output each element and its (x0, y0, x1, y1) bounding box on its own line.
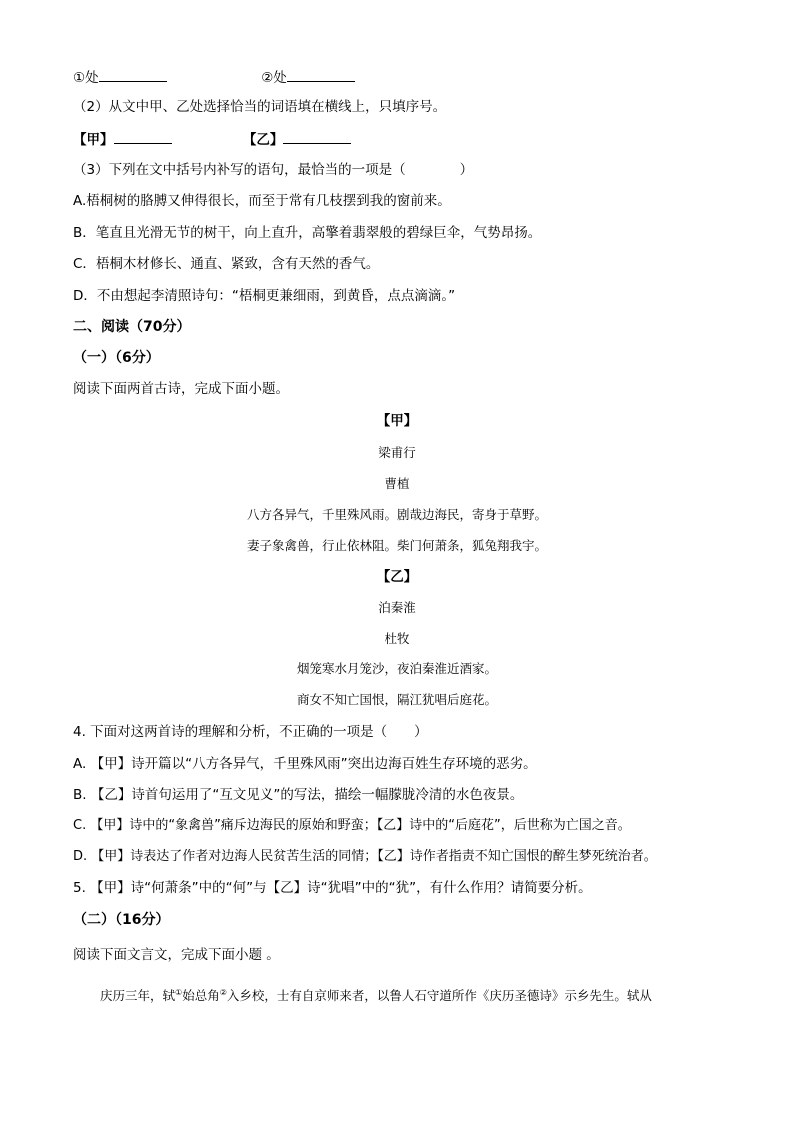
part-2-instruction: 阅读下面文言文，完成下面小题 。 (73, 947, 280, 963)
q4-option-c: C. 【甲】诗中的“象禽兽”痛斥边海民的原始和野蛮；【乙】诗中的“后庭花”，后世称为亡国之音。 (73, 818, 631, 833)
poem-yi-line-2: 商女不知亡国恨，隔江犹唱后庭花。 (296, 692, 497, 707)
question-3: （3）下列在文中括号内补写的语句，最恰当的一项是（ ） (73, 162, 474, 178)
classical-text-seg-1: 庆历三年，轼 (100, 988, 176, 1004)
answer-blanks-row (73, 67, 355, 87)
question-5: 5. 【甲】诗“何萧条”中的“何”与【乙】诗“犹唱”中的“犹”，有什么作用？请简要分析。 (73, 880, 592, 896)
yi-label: 【乙】 (242, 132, 284, 148)
q4-option-a: A. 【甲】诗开篇以“八方各异气，千里殊风雨”突出边海百姓生存环境的恶劣。 (73, 756, 537, 772)
question-2-blanks (73, 129, 351, 149)
poem-jia-author: 曹植 (384, 476, 410, 491)
part-1-title: （一）（6分） (73, 350, 160, 366)
poem-yi-author: 杜牧 (384, 631, 410, 646)
note-2-marker[interactable]: ② (219, 988, 227, 997)
q4-option-d: D. 【甲】诗表达了作者对边海人民贫苦生活的同情；【乙】诗作者指责不知亡国恨的醉生梦死统治者。 (73, 849, 657, 864)
classical-text-seg-2: 始总角 (182, 988, 220, 1004)
question-4: 4. 下面对这两首诗的理解和分析，不正确的一项是（ ） (73, 724, 428, 740)
poem-jia-line-1: 八方各异气，千里殊风雨。剧哉边海民，寄身于草野。 (246, 507, 547, 522)
yi-input[interactable] (283, 129, 351, 144)
q3-option-c: C．梧桐木材修长、通直、紧致，含有天然的香气。 (73, 256, 380, 272)
poem-jia-tag: 【甲】 (376, 413, 418, 429)
question-2: （2）从文中甲、乙处选择恰当的词语填在横线上，只填序号。 (73, 99, 447, 115)
q4-option-b: B. 【乙】诗首句运用了“互文见义”的写法，描绘一幅朦胧冷清的水色夜景。 (73, 787, 524, 803)
q3-option-a: A.梧桐树的胳膊又伸得很长，而至于常有几枝摆到我的窗前来。 (73, 193, 451, 209)
part-1-instruction: 阅读下面两首古诗，完成下面小题。 (73, 381, 289, 397)
jia-label: 【甲】 (73, 132, 114, 148)
blank1-label: ①处 (73, 70, 99, 86)
classical-text-seg-3: 入乡校，士有自京师来者，以鲁人石守道所作《庆历圣德诗》示乡先生。轼从 (226, 988, 652, 1004)
blank2-label: ②处 (261, 70, 287, 86)
poem-yi-title: 泊秦淮 (378, 600, 416, 615)
poem-jia-title: 梁甫行 (378, 445, 416, 460)
q3-option-b: B．笔直且光滑无节的树干，向上直升，高擎着翡翠般的碧绿巨伞，气势昂扬。 (73, 225, 542, 241)
part-2-title: （二）（16分） (73, 912, 170, 928)
q3-option-d: D．不由想起李清照诗句：“梧桐更兼细雨，到黄昏，点点滴滴。” (73, 288, 456, 304)
poem-yi-line-1: 烟笼寒水月笼沙，夜泊秦淮近酒家。 (296, 661, 497, 676)
note-1-marker[interactable]: ① (175, 988, 183, 997)
blank2-input[interactable] (287, 67, 355, 82)
poem-yi-tag: 【乙】 (376, 569, 418, 585)
section-2-title: 二、阅读（70分） (73, 319, 191, 335)
jia-input[interactable] (114, 129, 172, 144)
blank1-input[interactable] (99, 67, 167, 82)
poem-jia-line-2: 妻子象禽兽，行止依林阻。柴门何萧条，狐兔翔我宇。 (246, 538, 547, 553)
classical-text-line-1 (100, 984, 652, 1005)
